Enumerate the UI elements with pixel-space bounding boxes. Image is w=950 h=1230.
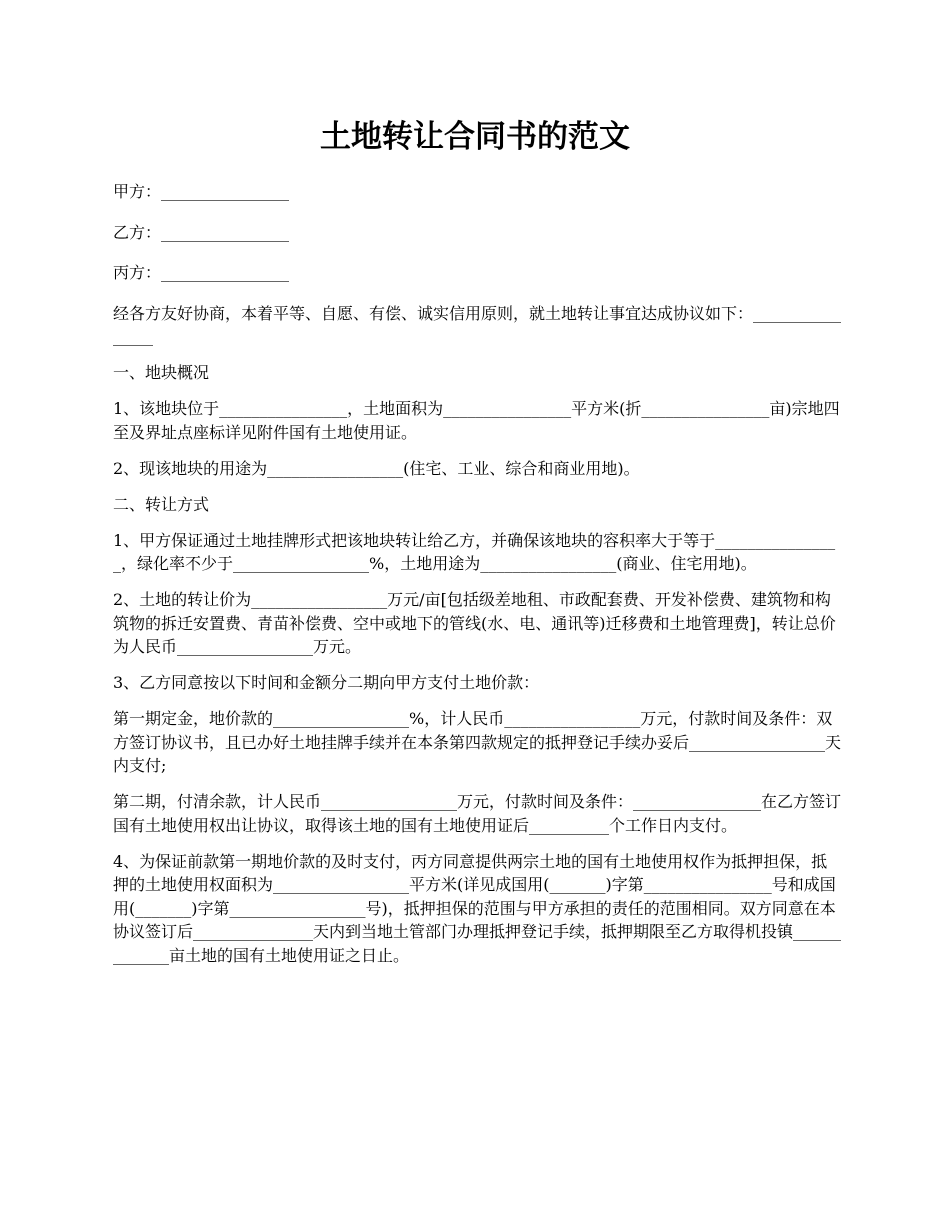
preamble-paragraph: 经各方友好协商，本着平等、自愿、有偿、诚实信用原则，就土地转让事宜达成协议如下：________________ bbox=[113, 303, 842, 346]
clause-2-4-mortgage: 4、为保证前款第一期地价款的及时支付，丙方同意提供两宗土地的国有土地使用权作为抵押担保，抵押的土地使用权面积为_________________平方米(详见成国用(_______)字第________________号和成国用(_______)字第_________________号)，抵押担保的范围与甲方承担的责任的范围相同。双方同意在本协议签订后_______________天内到当地土管部门办理抵押登记手续，抵押期限至乙方取得机投镇_____________亩土地的国有土地使用证之日止。 bbox=[113, 851, 842, 965]
party-c-line: 丙方：________________ bbox=[113, 263, 290, 282]
clause-2-3-payment-schedule: 3、乙方同意按以下时间和金额分二期向甲方支付土地价款： bbox=[113, 673, 540, 692]
party-b-line: 乙方：________________ bbox=[113, 222, 290, 242]
clause-2-2-price: 2、土地的转让价为_________________万元/亩[包括级差地租、市政配套费、开发补偿费、建筑物和构筑物的拆迁安置费、青苗补偿费、空中或地下的管线(水、电、通讯等)迁移费和土地管理费]，转让总价为人民币_________________万元。 bbox=[113, 590, 836, 656]
payment-phase-2: 第二期，付清余款，计人民币_________________万元，付款时间及条件：________________在乙方签订国有土地使用权出让协议，取得该土地的国有土地使用证后__________个工作日内支付。 bbox=[113, 792, 842, 835]
party-a-line: 甲方：________________ bbox=[113, 182, 290, 201]
document-title: 土地转让合同书的范文 bbox=[320, 119, 630, 155]
section-heading-transfer-method: 二、转让方式 bbox=[113, 494, 210, 514]
clause-2-1-listing: 1、甲方保证通过土地挂牌形式把该地块转让给乙方，并确保该地块的容积率大于等于________________，绿化率不少于_________________%，土地用途为_________________(商业、住宅用地)。 bbox=[113, 530, 836, 573]
payment-phase-1: 第一期定金，地价款的_________________%，计人民币_________________万元，付款时间及条件：双方签订协议书，且已办好土地挂牌手续并在本条第四款规定的抵押登记手续办妥后_________________天内支付; bbox=[113, 709, 842, 775]
section-heading-plot-overview: 一、地块概况 bbox=[113, 363, 210, 382]
clause-1-1-location: 1、该地块位于________________，土地面积为________________平方米(折________________亩)宗地四至及界址点座标详见附件国有土地使用证。 bbox=[113, 399, 840, 442]
clause-1-2-usage: 2、现该地块的用途为_________________(住宅、工业、综合和商业用地)。 bbox=[113, 458, 640, 478]
document-body bbox=[113, 180, 841, 980]
